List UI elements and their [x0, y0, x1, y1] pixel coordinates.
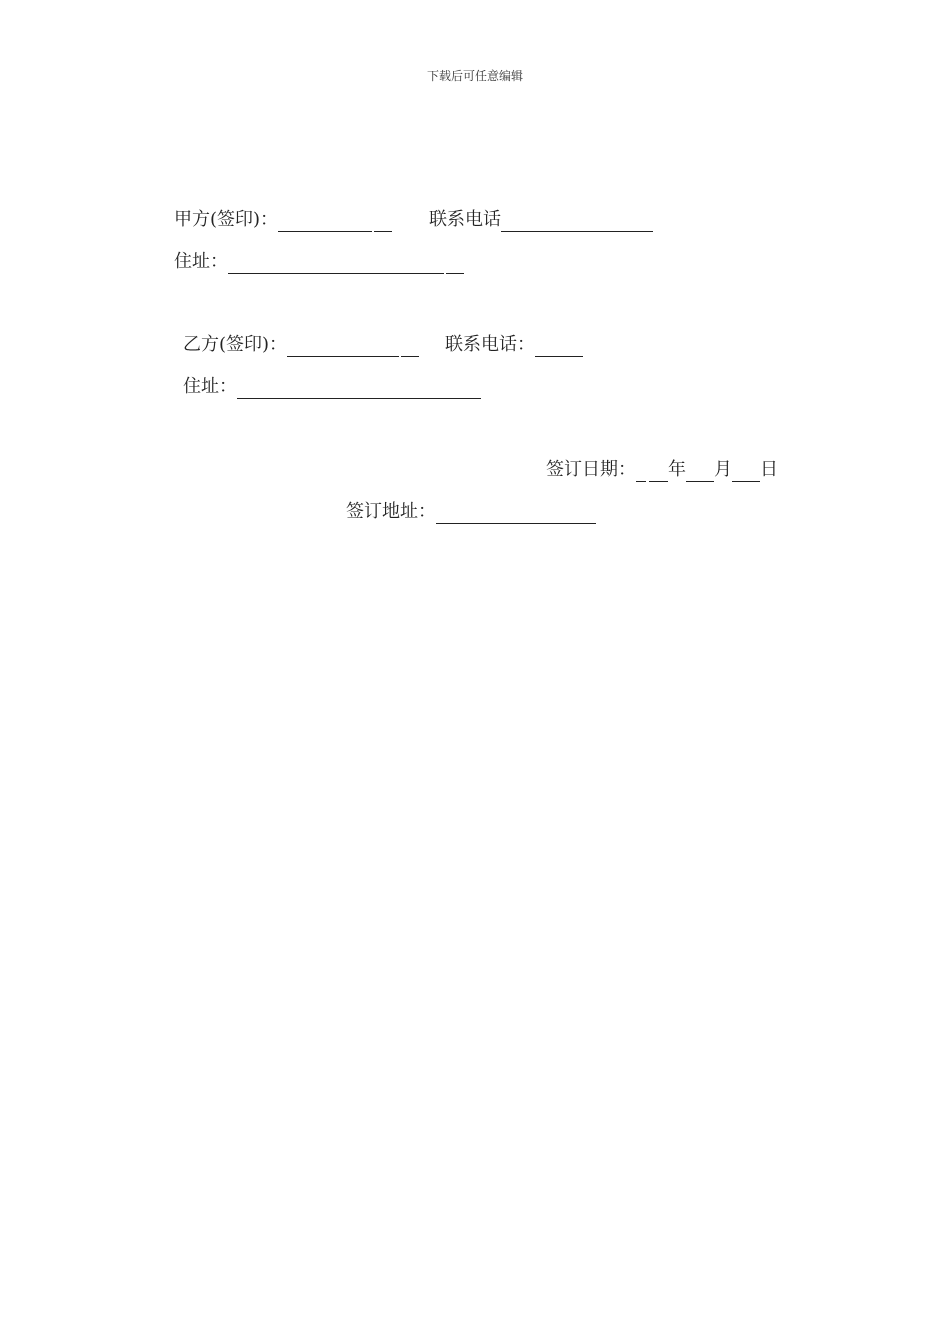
party-b-phone-label: 联系电话： [445, 334, 536, 355]
signing-year-label: 年 [668, 459, 686, 480]
party-b-sign-row [183, 333, 583, 357]
party-a-sign-field-2[interactable] [324, 213, 372, 232]
signing-date-label: 签订日期： [546, 459, 636, 480]
party-b-address-label: 住址： [183, 376, 237, 397]
signing-year-field-2[interactable] [649, 463, 668, 482]
signing-place-label: 签订地址： [346, 501, 436, 522]
signing-day-field[interactable] [732, 463, 760, 482]
party-a-address-field-2[interactable] [256, 255, 444, 274]
signing-place-row [346, 500, 596, 524]
party-b-address-field[interactable] [237, 380, 285, 399]
signing-year-field[interactable] [636, 463, 646, 482]
party-a-address-field[interactable] [228, 255, 256, 274]
party-a-phone-label: 联系电话 [429, 209, 502, 230]
party-b-sign-field[interactable] [287, 338, 365, 357]
party-a-address-label: 住址： [174, 251, 228, 272]
party-b-sign-field-2[interactable] [365, 338, 399, 357]
signing-month-label: 月 [714, 459, 732, 480]
party-b-phone-field[interactable] [535, 338, 583, 357]
party-b-address-row [183, 375, 481, 399]
party-a-sign-field[interactable] [278, 213, 324, 232]
party-a-sign-label: 甲方(签印)： [174, 209, 279, 230]
party-b-address-field-2[interactable] [285, 380, 481, 399]
party-a-address-row [174, 250, 464, 274]
page-header-note: 下载后可任意编辑 [426, 69, 523, 83]
party-a-sign-row [174, 208, 653, 232]
party-a-phone-field[interactable] [501, 213, 653, 232]
party-b-sign-label: 乙方(签印)： [183, 334, 288, 355]
signing-day-label: 日 [760, 459, 778, 480]
party-a-address-field-3[interactable] [446, 255, 464, 274]
signing-date-row [546, 458, 778, 482]
signing-place-field[interactable] [436, 505, 596, 524]
signing-month-field[interactable] [686, 463, 714, 482]
party-b-sign-field-3[interactable] [401, 338, 419, 357]
party-a-sign-field-3[interactable] [374, 213, 392, 232]
